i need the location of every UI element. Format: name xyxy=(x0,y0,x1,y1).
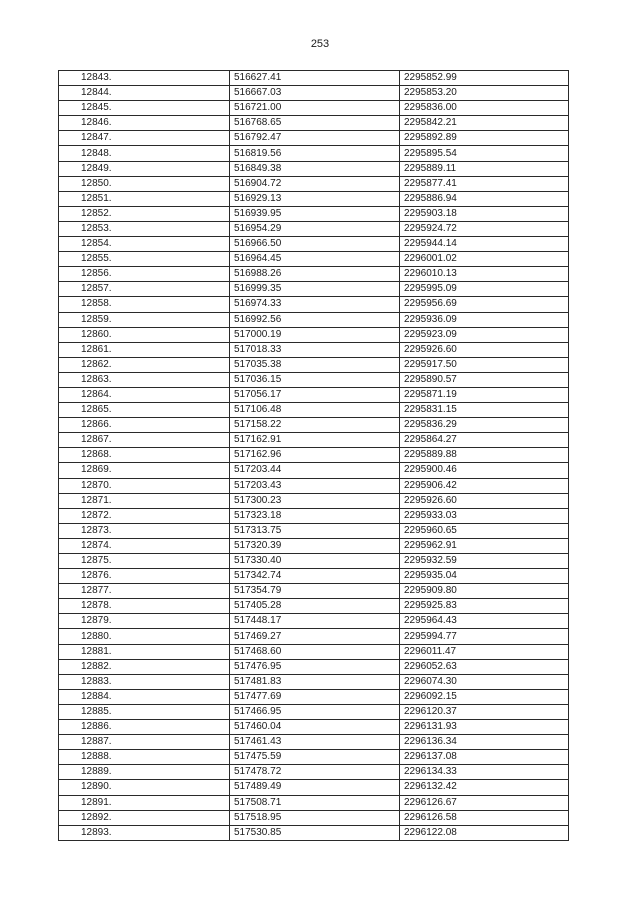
x-coordinate-cell: 517330.40 xyxy=(230,554,400,569)
point-number-cell: 12850. xyxy=(59,176,230,191)
y-coordinate-cell: 2295831.15 xyxy=(400,403,569,418)
point-number-cell: 12892. xyxy=(59,810,230,825)
y-coordinate-cell: 2296131.93 xyxy=(400,720,569,735)
y-coordinate-cell: 2296010.13 xyxy=(400,267,569,282)
y-coordinate-cell: 2295877.41 xyxy=(400,176,569,191)
x-coordinate-cell: 517405.28 xyxy=(230,599,400,614)
x-coordinate-cell: 517477.69 xyxy=(230,689,400,704)
y-coordinate-cell: 2295871.19 xyxy=(400,387,569,402)
y-coordinate-cell: 2295900.46 xyxy=(400,463,569,478)
table-row xyxy=(59,614,569,629)
y-coordinate-cell: 2296120.37 xyxy=(400,704,569,719)
y-coordinate-cell: 2295906.42 xyxy=(400,478,569,493)
table-row xyxy=(59,146,569,161)
x-coordinate-cell: 517476.95 xyxy=(230,659,400,674)
x-coordinate-cell: 517518.95 xyxy=(230,810,400,825)
x-coordinate-cell: 516667.03 xyxy=(230,86,400,101)
y-coordinate-cell: 2295852.99 xyxy=(400,71,569,86)
point-number-cell: 12880. xyxy=(59,629,230,644)
point-number-cell: 12852. xyxy=(59,206,230,221)
point-number-cell: 12854. xyxy=(59,237,230,252)
point-number-cell: 12847. xyxy=(59,131,230,146)
x-coordinate-cell: 517489.49 xyxy=(230,780,400,795)
point-number-cell: 12848. xyxy=(59,146,230,161)
table-row xyxy=(59,569,569,584)
y-coordinate-cell: 2295889.88 xyxy=(400,448,569,463)
x-coordinate-cell: 516768.65 xyxy=(230,116,400,131)
table-row xyxy=(59,538,569,553)
x-coordinate-cell: 517203.44 xyxy=(230,463,400,478)
point-number-cell: 12846. xyxy=(59,116,230,131)
y-coordinate-cell: 2295962.91 xyxy=(400,538,569,553)
table-row xyxy=(59,659,569,674)
point-number-cell: 12871. xyxy=(59,493,230,508)
x-coordinate-cell: 516819.56 xyxy=(230,146,400,161)
table-row xyxy=(59,131,569,146)
y-coordinate-cell: 2296132.42 xyxy=(400,780,569,795)
y-coordinate-cell: 2295964.43 xyxy=(400,614,569,629)
x-coordinate-cell: 517508.71 xyxy=(230,795,400,810)
point-number-cell: 12882. xyxy=(59,659,230,674)
x-coordinate-cell: 517530.85 xyxy=(230,825,400,840)
point-number-cell: 12878. xyxy=(59,599,230,614)
x-coordinate-cell: 516721.00 xyxy=(230,101,400,116)
y-coordinate-cell: 2296074.30 xyxy=(400,674,569,689)
y-coordinate-cell: 2295936.09 xyxy=(400,312,569,327)
point-number-cell: 12851. xyxy=(59,191,230,206)
point-number-cell: 12861. xyxy=(59,342,230,357)
point-number-cell: 12879. xyxy=(59,614,230,629)
x-coordinate-cell: 517036.15 xyxy=(230,372,400,387)
point-number-cell: 12887. xyxy=(59,735,230,750)
y-coordinate-cell: 2295903.18 xyxy=(400,206,569,221)
x-coordinate-cell: 516974.33 xyxy=(230,297,400,312)
point-number-cell: 12872. xyxy=(59,508,230,523)
x-coordinate-cell: 516792.47 xyxy=(230,131,400,146)
table-row xyxy=(59,206,569,221)
table-row xyxy=(59,252,569,267)
table-row xyxy=(59,735,569,750)
table-row xyxy=(59,161,569,176)
table-row xyxy=(59,267,569,282)
table-row xyxy=(59,750,569,765)
point-number-cell: 12856. xyxy=(59,267,230,282)
y-coordinate-cell: 2295836.29 xyxy=(400,418,569,433)
point-number-cell: 12889. xyxy=(59,765,230,780)
table-row xyxy=(59,493,569,508)
x-coordinate-cell: 517203.43 xyxy=(230,478,400,493)
table-row xyxy=(59,674,569,689)
point-number-cell: 12864. xyxy=(59,387,230,402)
x-coordinate-cell: 516627.41 xyxy=(230,71,400,86)
coordinate-table-body xyxy=(59,71,569,841)
x-coordinate-cell: 517448.17 xyxy=(230,614,400,629)
y-coordinate-cell: 2295836.00 xyxy=(400,101,569,116)
table-row xyxy=(59,689,569,704)
table-row xyxy=(59,433,569,448)
point-number-cell: 12869. xyxy=(59,463,230,478)
point-number-cell: 12865. xyxy=(59,403,230,418)
point-number-cell: 12870. xyxy=(59,478,230,493)
y-coordinate-cell: 2295944.14 xyxy=(400,237,569,252)
point-number-cell: 12845. xyxy=(59,101,230,116)
point-number-cell: 12877. xyxy=(59,584,230,599)
y-coordinate-cell: 2295889.11 xyxy=(400,161,569,176)
y-coordinate-cell: 2295926.60 xyxy=(400,493,569,508)
table-row xyxy=(59,554,569,569)
y-coordinate-cell: 2295890.57 xyxy=(400,372,569,387)
table-row xyxy=(59,403,569,418)
y-coordinate-cell: 2296134.33 xyxy=(400,765,569,780)
y-coordinate-cell: 2295909.80 xyxy=(400,584,569,599)
table-row xyxy=(59,825,569,840)
table-row xyxy=(59,629,569,644)
point-number-cell: 12891. xyxy=(59,795,230,810)
y-coordinate-cell: 2295933.03 xyxy=(400,508,569,523)
point-number-cell: 12862. xyxy=(59,357,230,372)
table-row xyxy=(59,327,569,342)
x-coordinate-cell: 517320.39 xyxy=(230,538,400,553)
table-row xyxy=(59,176,569,191)
y-coordinate-cell: 2295935.04 xyxy=(400,569,569,584)
x-coordinate-cell: 517106.48 xyxy=(230,403,400,418)
x-coordinate-cell: 517313.75 xyxy=(230,523,400,538)
table-row xyxy=(59,297,569,312)
x-coordinate-cell: 516988.26 xyxy=(230,267,400,282)
table-row xyxy=(59,342,569,357)
x-coordinate-cell: 516849.38 xyxy=(230,161,400,176)
y-coordinate-cell: 2295956.69 xyxy=(400,297,569,312)
table-row xyxy=(59,372,569,387)
table-row xyxy=(59,478,569,493)
table-row xyxy=(59,780,569,795)
point-number-cell: 12885. xyxy=(59,704,230,719)
point-number-cell: 12866. xyxy=(59,418,230,433)
x-coordinate-cell: 517475.59 xyxy=(230,750,400,765)
point-number-cell: 12873. xyxy=(59,523,230,538)
x-coordinate-cell: 517300.23 xyxy=(230,493,400,508)
table-row xyxy=(59,282,569,297)
table-row xyxy=(59,101,569,116)
x-coordinate-cell: 517478.72 xyxy=(230,765,400,780)
x-coordinate-cell: 517162.91 xyxy=(230,433,400,448)
table-row xyxy=(59,795,569,810)
page-number: 253 xyxy=(310,38,330,50)
x-coordinate-cell: 516954.29 xyxy=(230,221,400,236)
point-number-cell: 12853. xyxy=(59,221,230,236)
x-coordinate-cell: 517481.83 xyxy=(230,674,400,689)
y-coordinate-cell: 2296092.15 xyxy=(400,689,569,704)
point-number-cell: 12876. xyxy=(59,569,230,584)
x-coordinate-cell: 517018.33 xyxy=(230,342,400,357)
y-coordinate-cell: 2296122.08 xyxy=(400,825,569,840)
y-coordinate-cell: 2295932.59 xyxy=(400,554,569,569)
y-coordinate-cell: 2295853.20 xyxy=(400,86,569,101)
y-coordinate-cell: 2295895.54 xyxy=(400,146,569,161)
table-row xyxy=(59,463,569,478)
x-coordinate-cell: 516939.95 xyxy=(230,206,400,221)
y-coordinate-cell: 2295925.83 xyxy=(400,599,569,614)
table-row xyxy=(59,584,569,599)
x-coordinate-cell: 517466.95 xyxy=(230,704,400,719)
y-coordinate-cell: 2295886.94 xyxy=(400,191,569,206)
point-number-cell: 12843. xyxy=(59,71,230,86)
table-row xyxy=(59,357,569,372)
table-row xyxy=(59,720,569,735)
table-row xyxy=(59,704,569,719)
table-row xyxy=(59,116,569,131)
table-row xyxy=(59,599,569,614)
x-coordinate-cell: 517354.79 xyxy=(230,584,400,599)
y-coordinate-cell: 2295960.65 xyxy=(400,523,569,538)
y-coordinate-cell: 2295995.09 xyxy=(400,282,569,297)
x-coordinate-cell: 517000.19 xyxy=(230,327,400,342)
table-row xyxy=(59,765,569,780)
x-coordinate-cell: 517323.18 xyxy=(230,508,400,523)
x-coordinate-cell: 517469.27 xyxy=(230,629,400,644)
table-row xyxy=(59,312,569,327)
point-number-cell: 12874. xyxy=(59,538,230,553)
table-row xyxy=(59,810,569,825)
x-coordinate-cell: 516904.72 xyxy=(230,176,400,191)
y-coordinate-cell: 2296001.02 xyxy=(400,252,569,267)
table-row xyxy=(59,644,569,659)
table-row xyxy=(59,387,569,402)
x-coordinate-cell: 516966.50 xyxy=(230,237,400,252)
point-number-cell: 12886. xyxy=(59,720,230,735)
x-coordinate-cell: 517460.04 xyxy=(230,720,400,735)
table-row xyxy=(59,221,569,236)
point-number-cell: 12884. xyxy=(59,689,230,704)
point-number-cell: 12858. xyxy=(59,297,230,312)
point-number-cell: 12860. xyxy=(59,327,230,342)
point-number-cell: 12844. xyxy=(59,86,230,101)
y-coordinate-cell: 2295994.77 xyxy=(400,629,569,644)
x-coordinate-cell: 517056.17 xyxy=(230,387,400,402)
point-number-cell: 12855. xyxy=(59,252,230,267)
y-coordinate-cell: 2295926.60 xyxy=(400,342,569,357)
x-coordinate-cell: 517158.22 xyxy=(230,418,400,433)
point-number-cell: 12863. xyxy=(59,372,230,387)
table-row xyxy=(59,523,569,538)
point-number-cell: 12875. xyxy=(59,554,230,569)
y-coordinate-cell: 2295923.09 xyxy=(400,327,569,342)
x-coordinate-cell: 517162.96 xyxy=(230,448,400,463)
y-coordinate-cell: 2295892.89 xyxy=(400,131,569,146)
x-coordinate-cell: 516992.56 xyxy=(230,312,400,327)
point-number-cell: 12883. xyxy=(59,674,230,689)
x-coordinate-cell: 516999.35 xyxy=(230,282,400,297)
point-number-cell: 12859. xyxy=(59,312,230,327)
point-number-cell: 12868. xyxy=(59,448,230,463)
x-coordinate-cell: 516929.13 xyxy=(230,191,400,206)
table-row xyxy=(59,448,569,463)
y-coordinate-cell: 2296126.58 xyxy=(400,810,569,825)
table-row xyxy=(59,418,569,433)
x-coordinate-cell: 516964.45 xyxy=(230,252,400,267)
x-coordinate-cell: 517342.74 xyxy=(230,569,400,584)
point-number-cell: 12888. xyxy=(59,750,230,765)
x-coordinate-cell: 517035.38 xyxy=(230,357,400,372)
y-coordinate-cell: 2296126.67 xyxy=(400,795,569,810)
x-coordinate-cell: 517468.60 xyxy=(230,644,400,659)
point-number-cell: 12890. xyxy=(59,780,230,795)
y-coordinate-cell: 2295864.27 xyxy=(400,433,569,448)
table-row xyxy=(59,71,569,86)
point-number-cell: 12857. xyxy=(59,282,230,297)
y-coordinate-cell: 2296136.34 xyxy=(400,735,569,750)
x-coordinate-cell: 517461.43 xyxy=(230,735,400,750)
table-row xyxy=(59,86,569,101)
y-coordinate-cell: 2296011.47 xyxy=(400,644,569,659)
y-coordinate-cell: 2295924.72 xyxy=(400,221,569,236)
table-row xyxy=(59,508,569,523)
point-number-cell: 12881. xyxy=(59,644,230,659)
y-coordinate-cell: 2296137.08 xyxy=(400,750,569,765)
y-coordinate-cell: 2295842.21 xyxy=(400,116,569,131)
table-row xyxy=(59,237,569,252)
table-row xyxy=(59,191,569,206)
point-number-cell: 12893. xyxy=(59,825,230,840)
y-coordinate-cell: 2296052.63 xyxy=(400,659,569,674)
point-number-cell: 12867. xyxy=(59,433,230,448)
coordinate-table xyxy=(58,70,569,841)
y-coordinate-cell: 2295917.50 xyxy=(400,357,569,372)
point-number-cell: 12849. xyxy=(59,161,230,176)
